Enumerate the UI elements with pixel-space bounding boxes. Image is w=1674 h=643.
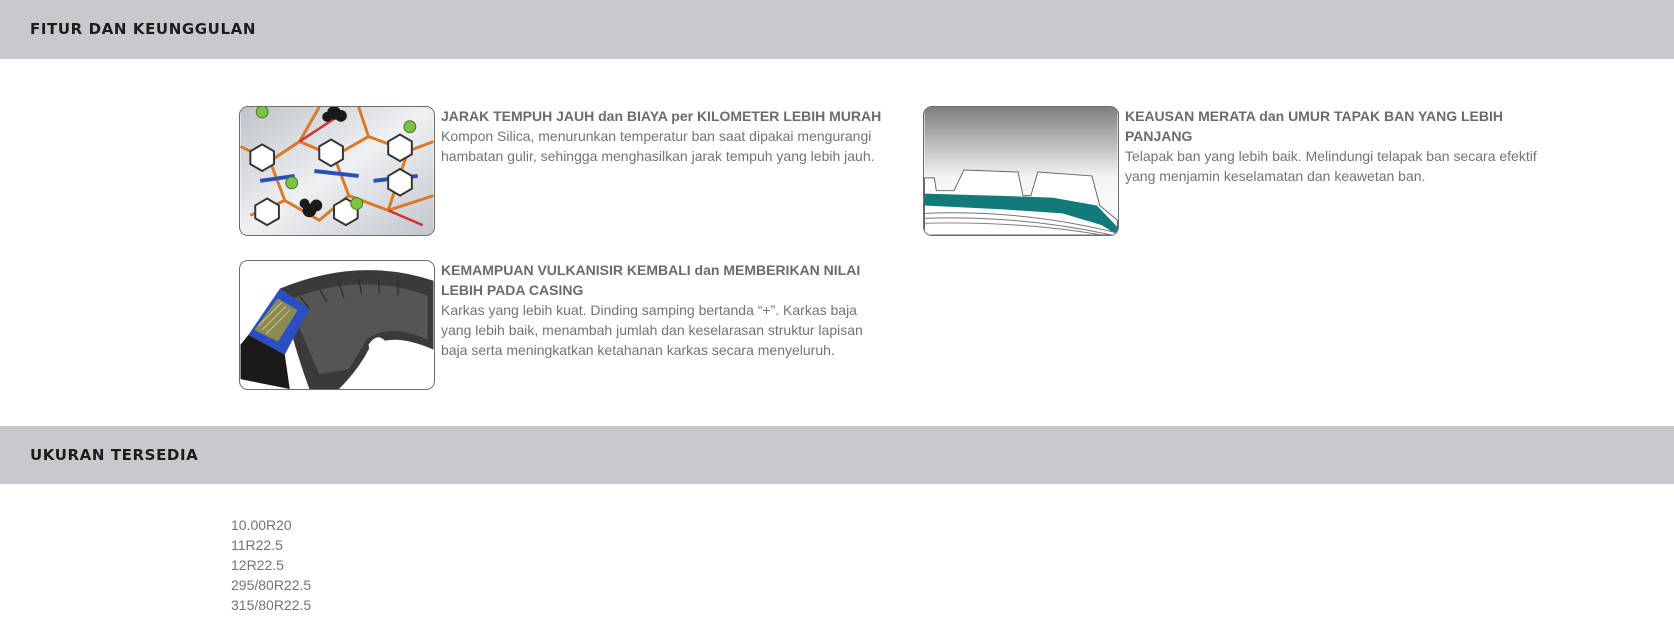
features-section-title: FITUR DAN KEUNGGULAN bbox=[30, 20, 256, 38]
feature-text bbox=[441, 106, 891, 166]
silica-molecule-icon bbox=[239, 106, 435, 236]
features-section-header bbox=[0, 0, 1674, 59]
tire-casing-cutaway-icon bbox=[239, 260, 435, 390]
sizes-section-header bbox=[0, 426, 1674, 484]
feature-description: Karkas yang lebih kuat. Dinding samping bertanda “+”. Karkas baja yang lebih baik, menambah jumlah dan keselarasan struktur lapisan baja serta meningkatkan ketahanan karkas secara menyeluruh. bbox=[441, 302, 863, 358]
sizes-section-title: UKURAN TERSEDIA bbox=[30, 446, 199, 464]
size-item: 12R22.5 bbox=[231, 557, 284, 573]
size-item: 295/80R22.5 bbox=[231, 577, 312, 593]
size-item: 11R22.5 bbox=[231, 537, 283, 553]
feature-text bbox=[1125, 106, 1545, 186]
feature-description: Telapak ban yang lebih baik. Melindungi telapak ban secara efektif yang menjamin keselamatan dan keawetan ban. bbox=[1125, 148, 1537, 184]
size-item: 315/80R22.5 bbox=[231, 597, 312, 613]
feature-title: JARAK TEMPUH JAUH dan BIAYA per KILOMETER LEBIH MURAH bbox=[441, 108, 882, 124]
size-list bbox=[231, 515, 311, 615]
feature-description: Kompon Silica, menurunkan temperatur ban saat dipakai mengurangi hambatan gulir, sehingga menghasilkan jarak tempuh yang lebih jauh. bbox=[441, 128, 875, 164]
feature-title: KEAUSAN MERATA dan UMUR TAPAK BAN YANG LEBIH PANJANG bbox=[1125, 108, 1504, 144]
size-item: 10.00R20 bbox=[231, 517, 292, 533]
tread-cross-section-icon bbox=[923, 106, 1119, 236]
feature-text bbox=[441, 260, 881, 360]
feature-title: KEMAMPUAN VULKANISIR KEMBALI dan MEMBERIKAN NILAI LEBIH PADA CASING bbox=[441, 262, 861, 298]
